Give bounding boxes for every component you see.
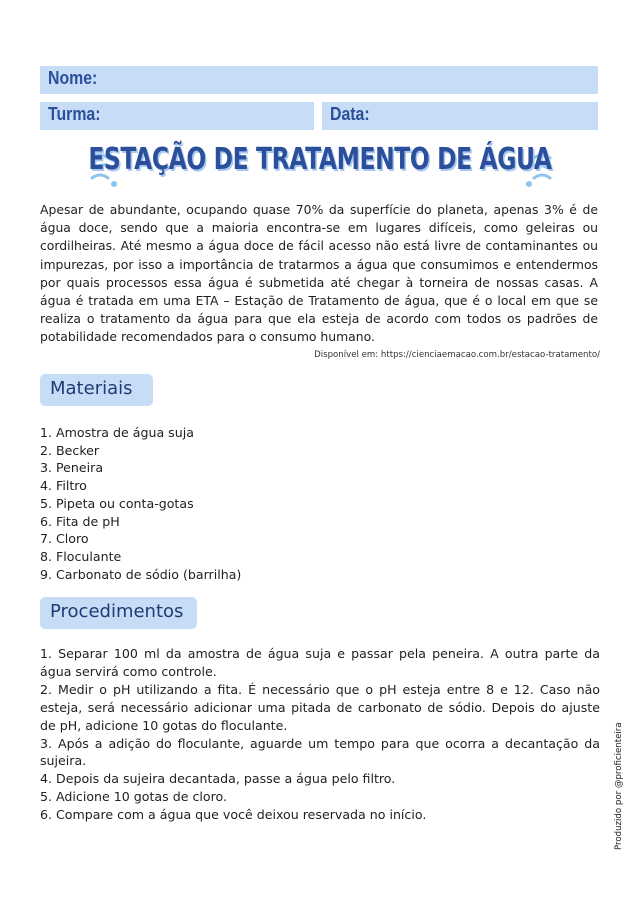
list-item: 7. Cloro [40, 531, 89, 547]
list-item: 6. Compare com a água que você deixou reservada no início. [40, 807, 427, 823]
list-item: 5. Adicione 10 gotas de cloro. [40, 789, 227, 805]
page-title-wrap [0, 142, 640, 198]
procedures-heading: Procedimentos [40, 597, 197, 629]
page-title: ESTAÇÃO DE TRATAMENTO DE ÁGUA [88, 142, 552, 177]
list-item: 5. Pipeta ou conta-gotas [40, 495, 194, 511]
list-item: 2. Becker [40, 442, 100, 458]
procedures-list [40, 645, 600, 824]
name-label: Nome: [48, 68, 98, 88]
materials-list [40, 424, 241, 583]
list-item: 8. Floculante [40, 548, 122, 564]
list-item: 2. Medir o pH utilizando a fita. É necessário que o pH esteja entre 8 e 12. Caso não esteja, será necessário adicionar uma pitada de carbonato de sódio. Depois do ajuste de pH, adicione 10 gotas do floculante. [40, 681, 600, 733]
list-item: 9. Carbonato de sódio (barrilha) [40, 566, 242, 582]
list-item: 6. Fita de pH [40, 513, 120, 529]
date-field[interactable] [322, 102, 598, 130]
list-item: 1. Amostra de água suja [40, 425, 194, 440]
list-item: 4. Filtro [40, 478, 87, 494]
list-item: 4. Depois da sujeira decantada, passe a água pelo filtro. [40, 771, 396, 787]
list-item: 3. Peneira [40, 460, 104, 476]
date-label: Data: [330, 104, 370, 124]
materials-heading: Materiais [40, 374, 153, 406]
source-citation: Disponível em: https://cienciaemacao.com.br/estacao-tratamento/ [314, 350, 600, 360]
list-item: 1. Separar 100 ml da amostra de água suja e passar pela peneira. A outra parte da água servirá como controle. [40, 646, 600, 679]
class-label: Turma: [48, 104, 101, 124]
name-field[interactable] [40, 66, 598, 94]
class-field[interactable] [40, 102, 314, 130]
intro-paragraph: Apesar de abundante, ocupando quase 70% da superfície do planeta, apenas 3% é de água doce, sendo que a maioria encontra-se em lugares difíceis, como geleiras ou cordilheiras. Até mesmo a água doce de fácil acesso não está livre de contaminantes ou impurezas, por isso a importância de tratarmos a água que consumimos e entendermos por quais processos essa água é submetida até chegar à torneira de nossas casas. A água é tratada em uma ETA – Estação de Tratamento de água, que é o local em que se realiza o tratamento da água para que ela esteja de acordo com todos os padrões de potabilidade recomendados para o consumo humano. [40, 202, 598, 345]
list-item: 3. Após a adição do floculante, aguarde um tempo para que ocorra a decantação da sujeira. [40, 735, 600, 769]
author-credit: Produzido por @proficienteira [614, 722, 624, 850]
